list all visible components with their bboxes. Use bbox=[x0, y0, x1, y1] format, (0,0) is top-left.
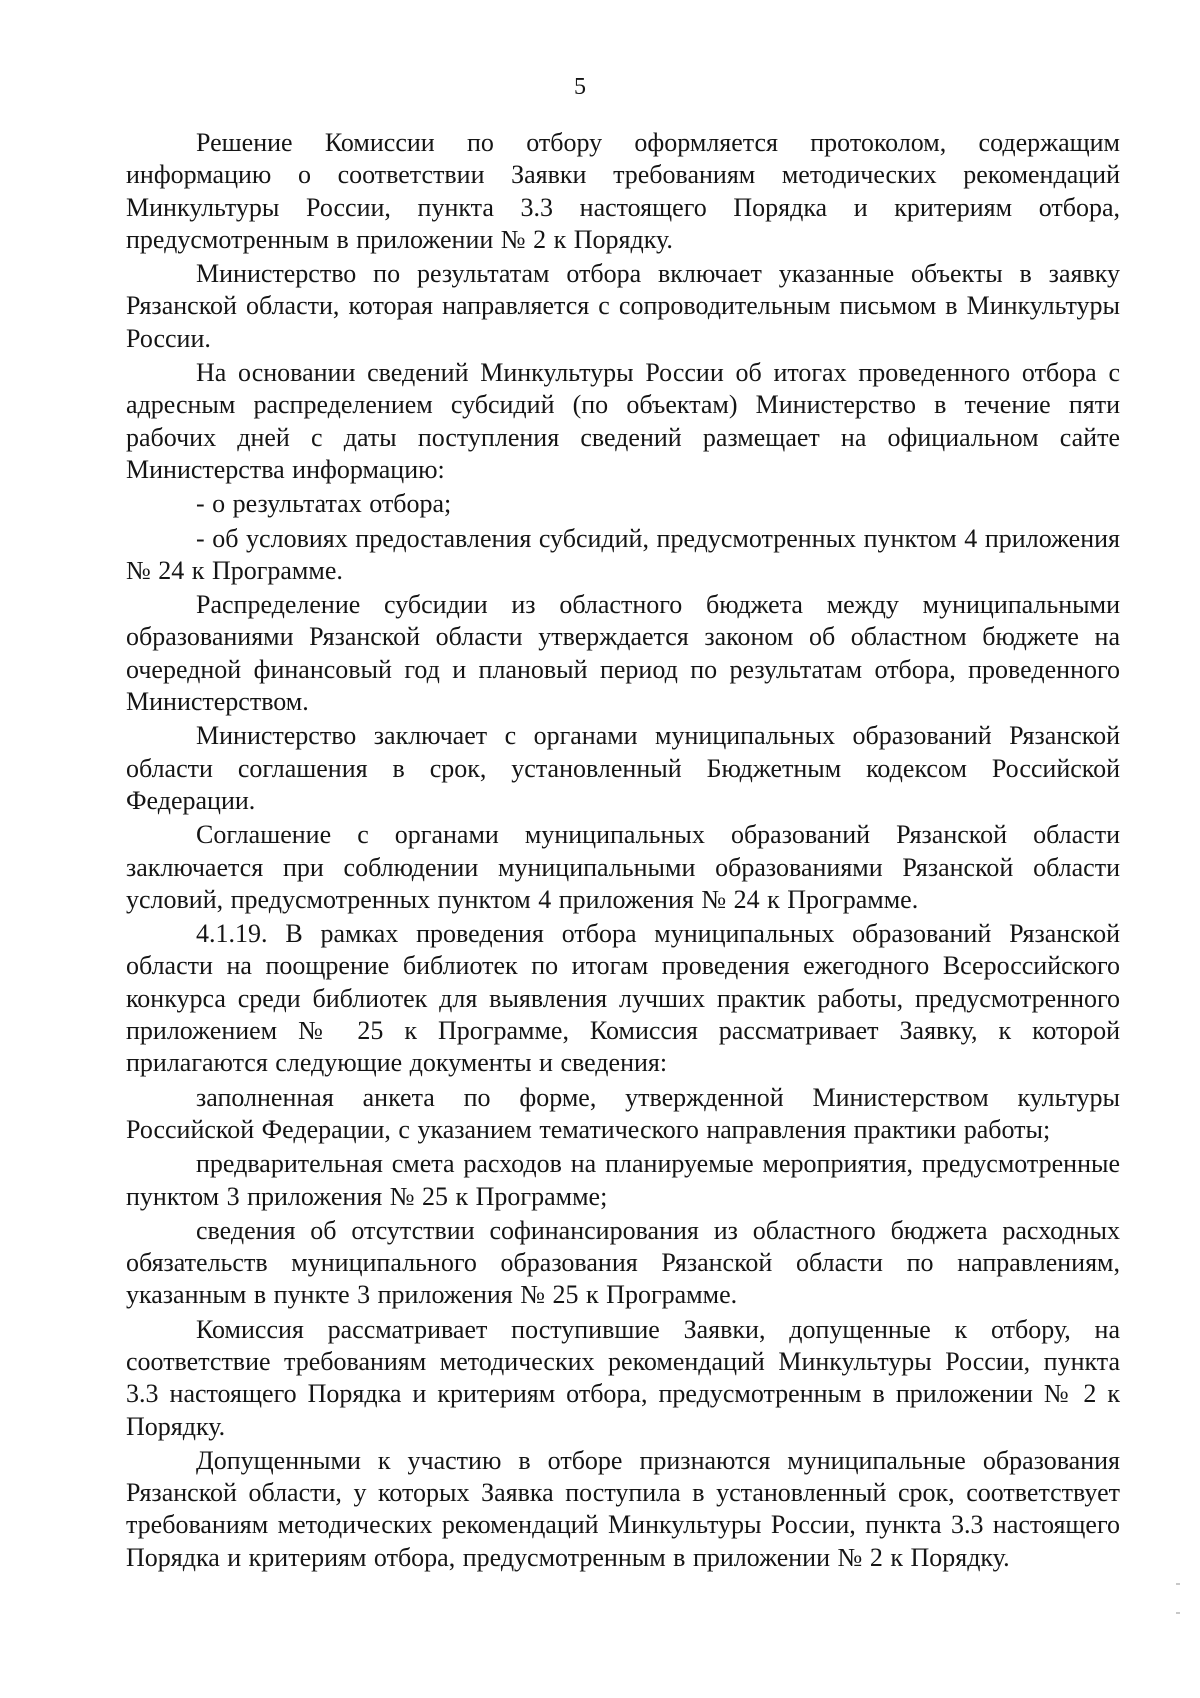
paragraph-agreements: Министерство заключает с органами муниципальных образований Рязанской области соглашения в срок, установленный Бюджетным кодексом Российской Федерации. bbox=[126, 721, 1120, 815]
page-number: 5 bbox=[574, 74, 586, 100]
scan-edge-mark bbox=[1176, 1612, 1180, 1614]
paragraph-commission-decision: Решение Комиссии по отбору оформляется протоколом, содержащим информацию о соответствии Заявки требованиям методических рекомендаций Минкультуры России, пункта 3.3 настоящего Порядка и критериям отбора, предусмотренным в приложении № 2 к Порядку. bbox=[126, 128, 1120, 254]
scan-edge-mark bbox=[1176, 1583, 1180, 1585]
list-item-cofinancing-info: сведения об отсутствии софинансирования из областного бюджета расходных обязательств муниципального образования Рязанской области по направлениям, указанным в пункте 3 приложения № 25 к Программе. bbox=[126, 1215, 1120, 1310]
paragraph-results-publication: На основании сведений Минкультуры России об итогах проведенного отбора с адресным распределением субсидий (по объектам) Министерство в течение пяти рабочих дней с даты поступления сведений размещает на официальном сайте Министерства информацию: bbox=[126, 358, 1120, 484]
list-item-cost-estimate: предварительная смета расходов на планируемые мероприятия, предусмотренные пунктом 3 приложения № 25 к Программе; bbox=[126, 1149, 1120, 1211]
paragraph-agreement-conditions: Соглашение с органами муниципальных образований Рязанской области заключается при соблюдении муниципальными образованиями Рязанской области условий, предусмотренных пунктом 4 приложения № 24 к Программе. bbox=[126, 820, 1120, 914]
list-item-subsidy-conditions: - об условиях предоставления субсидий, предусмотренных пунктом 4 приложения № 24 к Программе. bbox=[126, 523, 1120, 585]
paragraph-subsidy-distribution: Распределение субсидии из областного бюджета между муниципальными образованиями Рязанской области утверждается законом об областном бюджете на очередной финансовый год и плановый период по результатам отбора, проведенного Министерством. bbox=[126, 590, 1120, 717]
paragraph-section-4-1-19: 4.1.19. В рамках проведения отбора муниципальных образований Рязанской области на поощрение библиотек по итогам проведения ежегодного Всероссийского конкурса среди библиотек для выявления лучших практик работы, предусмотренного приложением № 25 к Программе, Комиссия рассматривает Заявку, к которой прилагаются следующие документы и сведения: bbox=[126, 919, 1120, 1078]
list-item-selection-results: - о результатах отбора; bbox=[196, 489, 452, 519]
paragraph-ministry-application: Министерство по результатам отбора включает указанные объекты в заявку Рязанской области, которая направляется с сопроводительным письмом в Минкультуры России. bbox=[126, 259, 1120, 353]
document-body bbox=[126, 127, 1120, 1576]
list-item-questionnaire: заполненная анкета по форме, утвержденной Министерством культуры Российской Федерации, с указанием тематического направления практики работы; bbox=[126, 1082, 1120, 1144]
paragraph-commission-review: Комиссия рассматривает поступившие Заявки, допущенные к отбору, на соответствие требованиям методических рекомендаций Минкультуры России, пункта 3.3 настоящего Порядка и критериям отбора, предусмотренным в приложении № 2 к Порядку. bbox=[126, 1314, 1120, 1441]
paragraph-admitted-participants: Допущенными к участию в отборе признаются муниципальные образования Рязанской области, у которых Заявка поступила в установленный срок, соответствует требованиям методических рекомендаций Минкультуры России, пункта 3.3 настоящего Порядка и критериям отбора, предусмотренным в приложении № 2 к Порядку. bbox=[126, 1445, 1120, 1572]
